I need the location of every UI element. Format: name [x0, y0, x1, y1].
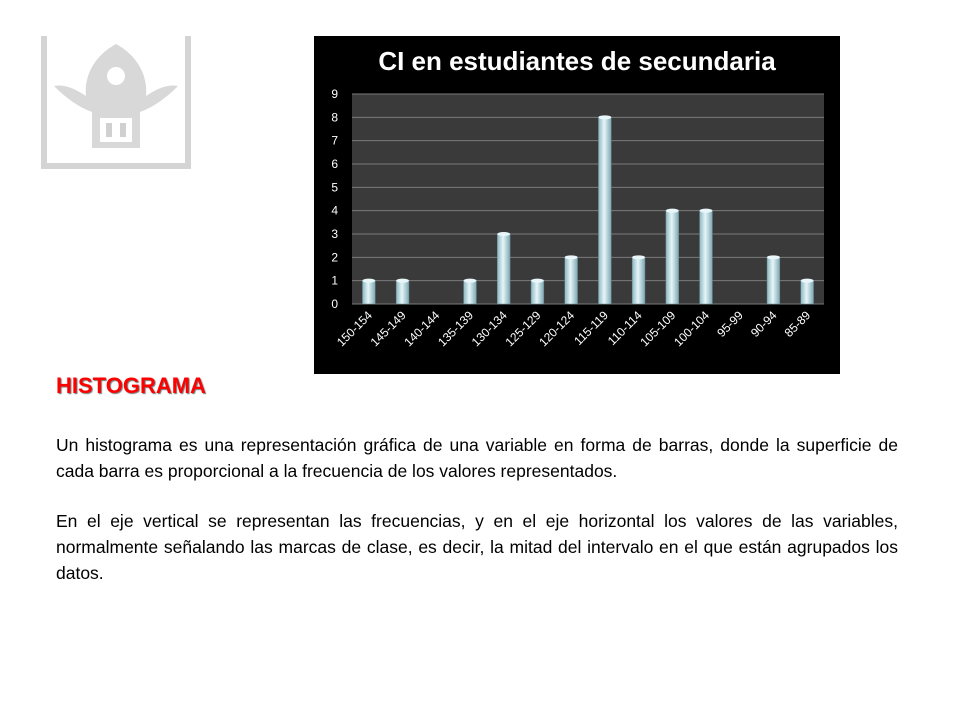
section-heading: HISTOGRAMA	[56, 373, 206, 398]
bar-cap	[464, 279, 477, 283]
y-tick-label: 6	[331, 157, 338, 171]
bar-cap	[396, 279, 409, 283]
x-tick-label: 125-129	[502, 308, 544, 350]
histogram-bar	[598, 117, 611, 304]
bar-cap	[598, 115, 611, 119]
y-tick-label: 3	[331, 227, 338, 241]
y-tick-label: 1	[331, 273, 338, 288]
bar-cap	[531, 279, 544, 283]
bar-cap	[565, 255, 578, 259]
x-tick-label: 135-139	[435, 308, 477, 350]
histogram-bar	[464, 281, 477, 304]
chart-canvas	[314, 36, 840, 374]
x-tick-label: 130-134	[468, 308, 510, 350]
histogram-bar	[396, 281, 409, 304]
y-tick-label: 2	[331, 250, 338, 265]
histogram-bar	[767, 257, 780, 304]
x-tick-label: 115-119	[571, 308, 611, 349]
university-seal-icon	[34, 26, 198, 176]
bar-cap	[767, 255, 780, 259]
x-tick-label: 120-124	[536, 308, 578, 350]
y-tick-label: 9	[331, 87, 338, 101]
x-tick-label: 105-109	[637, 308, 679, 350]
axes-explanation-paragraph: En el eje vertical se representan las frecuencias, y en el eje horizontal los valores de las variables, normalmente señalando las marcas de clase, es decir, la mitad del intervalo en el que están agrupados los datos.	[56, 511, 898, 583]
definition-paragraph: Un histograma es una representación gráfica de una variable en forma de barras, donde la superficie de cada barra es proporcional a la frecuencia de los valores representados.	[56, 435, 898, 481]
chart-title: CI en estudiantes de secundaria	[378, 46, 776, 76]
histogram-bar	[801, 281, 814, 304]
x-tick-label: 90-94	[747, 308, 780, 340]
histogram-bar	[497, 234, 510, 304]
bar-cap	[700, 209, 713, 213]
x-tick-label: 100-104	[671, 308, 713, 350]
histogram-bar	[565, 257, 578, 304]
x-tick-label: 110-114	[604, 308, 645, 349]
x-tick-label: 85-89	[781, 308, 814, 340]
histogram-bar	[362, 281, 375, 304]
histogram-bar	[531, 281, 544, 304]
y-tick-label: 7	[331, 133, 338, 148]
x-tick-label: 95-99	[714, 308, 746, 340]
y-tick-label: 5	[331, 180, 338, 195]
bar-cap	[497, 232, 510, 236]
x-tick-label: 150-154	[333, 308, 375, 350]
plot-area	[352, 94, 824, 304]
histogram-bar	[632, 257, 645, 304]
bar-cap	[666, 209, 679, 213]
y-tick-label: 4	[331, 203, 338, 218]
y-tick-label: 8	[331, 110, 338, 125]
x-tick-label: 145-149	[367, 308, 409, 350]
bar-cap	[801, 279, 814, 283]
y-tick-label: 0	[331, 297, 338, 311]
histogram-bar	[666, 211, 679, 304]
histogram-chart	[314, 36, 840, 374]
x-tick-label: 140-144	[401, 308, 443, 350]
histogram-bar	[700, 211, 713, 304]
bar-cap	[362, 279, 375, 283]
bar-cap	[632, 255, 645, 259]
